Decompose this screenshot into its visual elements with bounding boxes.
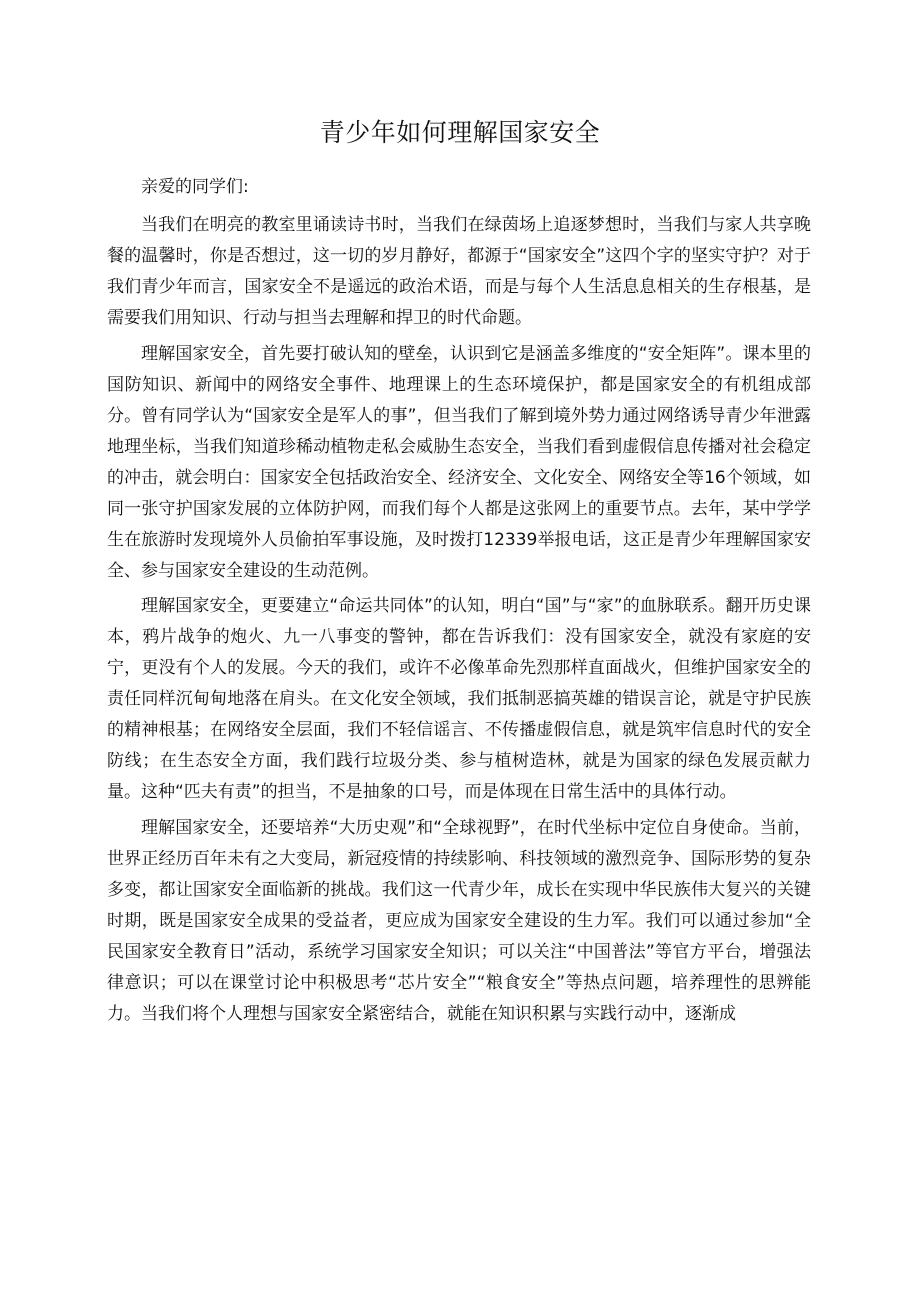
paragraph-3: 理解国家安全，更要建立“命运共同体”的认知，明白“国”与“家”的血脉联系。翻开历史课本，鸦片战争的炮火、九一八事变的警钟，都在告诉我们：没有国家安全，就没有家庭的安宁，更没有个人的发展。今天的我们，或许不必像革命先烈那样直面战火，但维护国家安全的责任同样沉甸甸地落在肩头。在文化安全领域，我们抵制恶搞英雄的错误言论，就是守护民族的精神根基；在网络安全层面，我们不轻信谣言、不传播虚假信息，就是筑牢信息时代的安全防线；在生态安全方面，我们践行垃圾分类、参与植树造林，就是为国家的绿色发展贡献力量。这种“匹夫有责”的担当，不是抽象的口号，而是体现在日常生活中的具体行动。	[107, 596, 811, 803]
paragraph-1: 当我们在明亮的教室里诵读诗书时，当我们在绿茵场上追逐梦想时，当我们与家人共享晚餐的温馨时，你是否想过，这一切的岁月静好，都源于“国家安全”这四个字的坚实守护？对于我们青少年而言，国家安全不是遥远的政治术语，而是与每个人生活息息相关的生存根基，是需要我们用知识、行动与担当去理解和捍卫的时代命题。	[107, 215, 811, 328]
paragraph-2: 理解国家安全，首先要打破认知的壁垒，认识到它是涵盖多维度的“安全矩阵”。课本里的国防知识、新闻中的网络安全事件、地理课上的生态环境保护，都是国家安全的有机组成部分。曾有同学认为“国家安全是军人的事”，但当我们了解到境外势力通过网络诱导青少年泄露地理坐标，当我们知道珍稀动植物走私会威胁生态安全，当我们看到虚假信息传播对社会稳定的冲击，就会明白：国家安全包括政治安全、经济安全、文化安全、网络安全等16个领域，如同一张守护国家发展的立体防护网，而我们每个人都是这张网上的重要节点。去年，某中学学生在旅游时发现境外人员偷拍军事设施，及时拨打12339举报电话，这正是青少年理解国家安全、参与国家安全建设的生动范例。	[107, 343, 811, 581]
document-title: 青少年如何理解国家安全	[319, 118, 601, 147]
document-body	[107, 172, 811, 1034]
salutation: 亲爱的同学们:	[141, 177, 249, 197]
paragraph-4: 理解国家安全，还要培养“大历史观”和“全球视野”，在时代坐标中定位自身使命。当前，世界正经历百年未有之大变局，新冠疫情的持续影响、科技领域的激烈竞争、国际形势的复杂多变，都让国家安全面临新的挑战。我们这一代青少年，成长在实现中华民族伟大复兴的关键时期，既是国家安全成果的受益者，更应成为国家安全建设的生力军。我们可以通过参加“全民国家安全教育日”活动，系统学习国家安全知识；可以关注“中国普法”等官方平台，增强法律意识；可以在课堂讨论中积极思考“芯片安全”“粮食安全”等热点问题，培养理性的思辨能力。当我们将个人理想与国家安全紧密结合，就能在知识积累与实践行动中，逐渐成	[107, 817, 811, 1024]
